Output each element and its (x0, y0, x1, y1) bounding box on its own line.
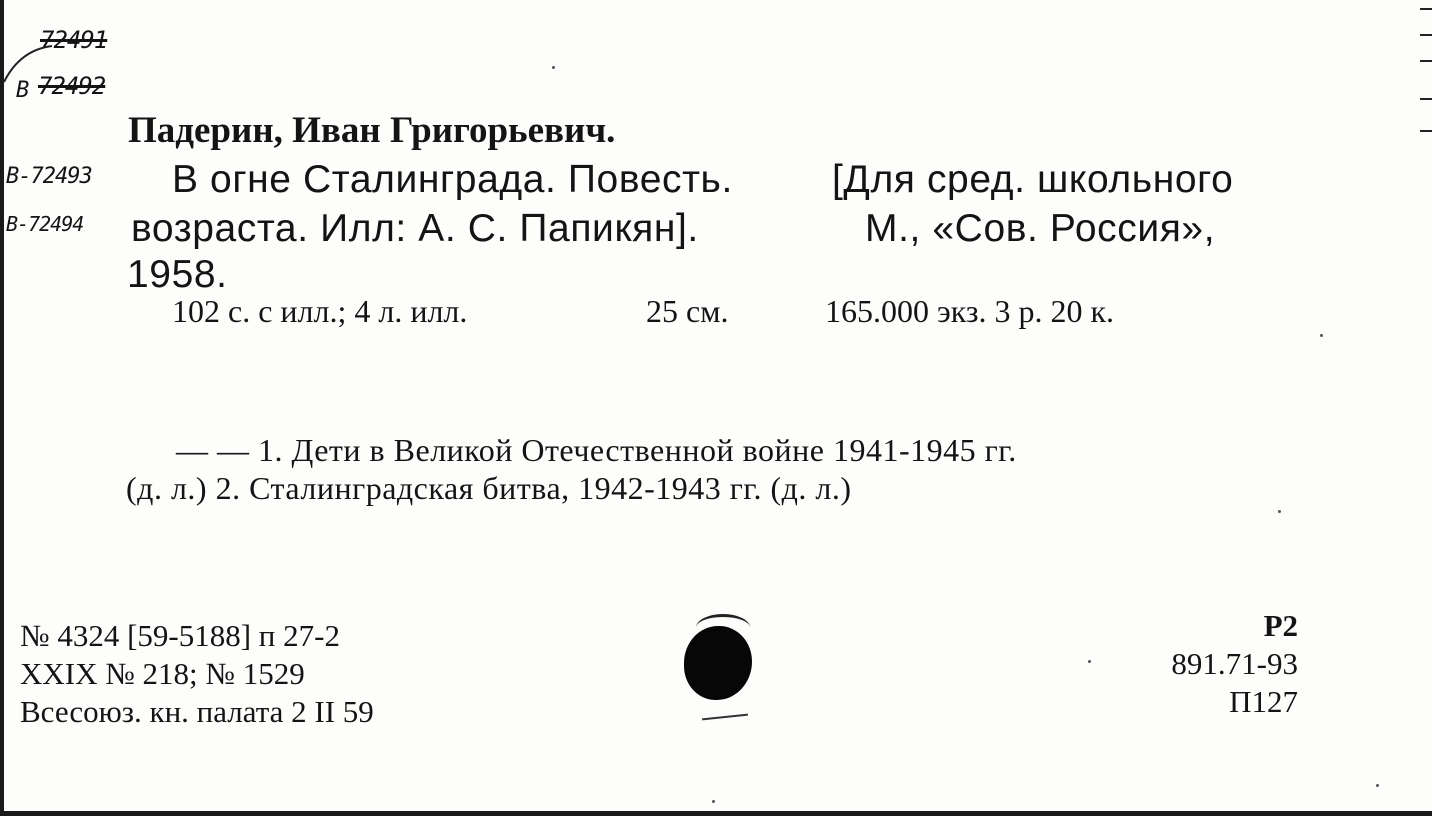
collation-pages: 102 с. с илл.; 4 л. илл. (172, 293, 468, 329)
card-bottom-edge (0, 811, 1432, 816)
entry-author: Падерин, Иван Григорьевич. (128, 110, 616, 151)
punch-hole (684, 626, 752, 700)
footer-chamber-line: Всесоюз. кн. палата 2 II 59 (20, 694, 374, 729)
scan-speck (1320, 334, 1323, 337)
scan-speck (1088, 660, 1091, 663)
struck-inventory-number-2: 72492 (38, 72, 106, 100)
entry-year: 1958. (127, 253, 228, 296)
scan-speck (712, 800, 715, 803)
card-left-edge (0, 0, 4, 816)
scan-speck (1278, 510, 1281, 513)
subject-headings-line-1: — — 1. Дети в Великой Отечественной войне 1941-1945 гг. (176, 432, 1017, 468)
collation-size: 25 см. (646, 293, 729, 329)
struck-inventory-prefix: В (16, 78, 29, 103)
collation-edition: 165.000 экз. 3 р. 20 к. (825, 293, 1115, 329)
footer-index-line: XXIX № 218; № 1529 (20, 656, 305, 691)
entry-title-line-2: возраста. Илл: А. С. Папикян]. (131, 207, 699, 250)
entry-title-line-1: В огне Сталинграда. Повесть. (172, 158, 733, 201)
scan-speck (1376, 784, 1379, 787)
scan-speck (552, 66, 555, 69)
classification-udc: 891.71-93 (1171, 646, 1298, 681)
handwritten-stroke-mark (0, 40, 60, 103)
classification-code: Р2 (1263, 608, 1298, 643)
entry-note-line-1: [Для сред. школьного (832, 158, 1234, 201)
margin-inventory-number-1: В-72493 (6, 164, 92, 189)
entry-imprint: М., «Сов. Россия», (865, 207, 1216, 250)
footer-registration-line: № 4324 [59-5188] п 27-2 (20, 618, 340, 653)
subject-headings-line-2: (д. л.) 2. Сталинградская битва, 1942-1943 гг. (д. л.) (126, 470, 852, 506)
struck-inventory-number-1: 72491 (40, 26, 108, 54)
punch-hole-mark (702, 714, 748, 721)
classification-author-mark: П127 (1229, 684, 1298, 719)
margin-inventory-number-2: В-72494 (6, 212, 84, 236)
